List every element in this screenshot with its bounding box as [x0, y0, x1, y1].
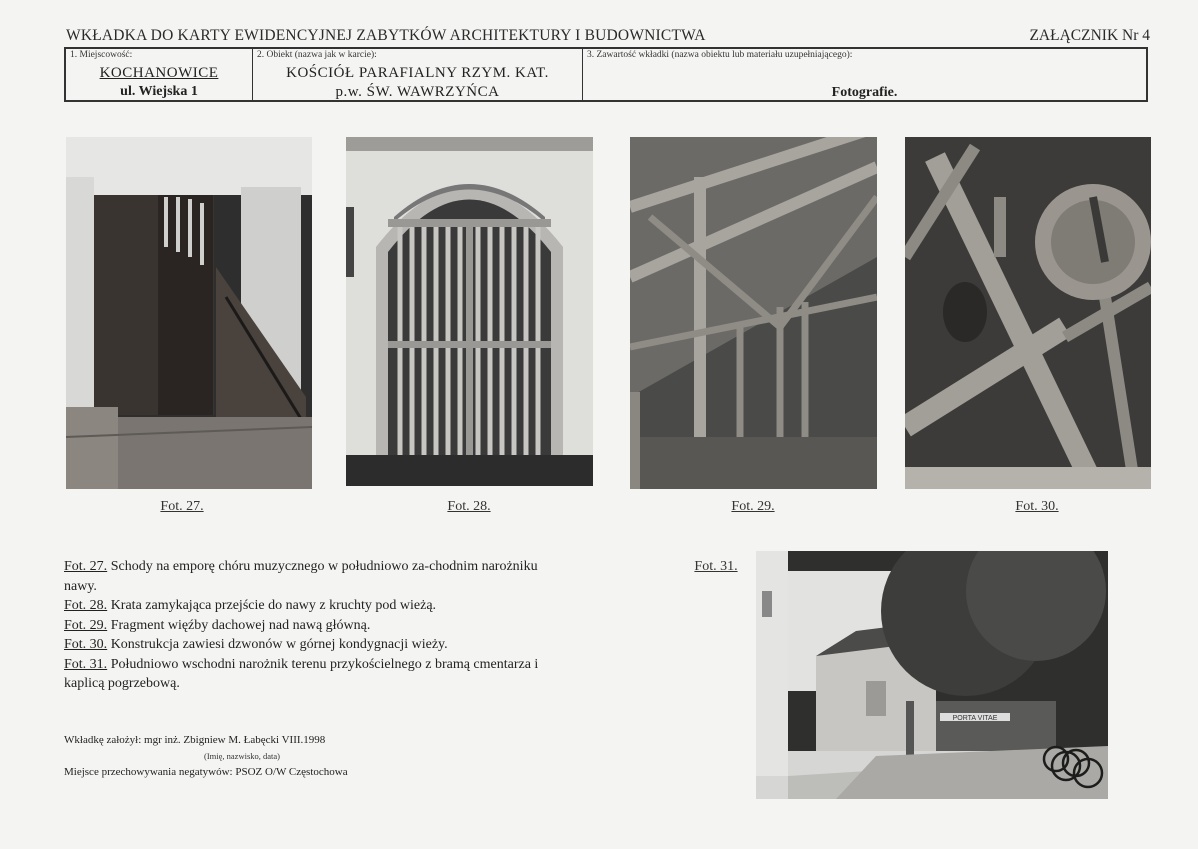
photo-30-bell-frame	[905, 137, 1151, 489]
author-hint: (Imię, nazwisko, data)	[204, 751, 280, 761]
photo-29-caption: Fot. 29.	[731, 499, 775, 514]
description-item	[64, 616, 544, 636]
content-cell	[583, 49, 1146, 100]
gate-sign-text: PORTA VITAE	[952, 715, 998, 722]
content-label: 3. Zawartość wkładki (nazwa obiektu lub materiału uzupełniającego):	[587, 50, 853, 60]
author-line: Wkładkę założył: mgr inż. Zbigniew M. Łabęcki VIII.1998	[64, 734, 326, 746]
description-item	[64, 596, 544, 616]
photo-27-staircase	[66, 137, 312, 489]
description-text: Schody na emporę chóru muzycznego w południowo za-chodnim narożniku nawy.	[64, 559, 538, 594]
description-ref: Fot. 27.	[64, 559, 108, 574]
locality-cell	[66, 49, 253, 100]
description-ref: Fot. 30.	[64, 637, 108, 652]
description-ref: Fot. 31.	[64, 656, 108, 672]
description-item	[64, 635, 544, 655]
photo-27-caption: Fot. 27.	[160, 499, 204, 514]
object-name-line1: KOŚCIÓŁ PARAFIALNY RZYM. KAT.	[286, 65, 549, 81]
photo-29-roof-truss	[630, 137, 877, 489]
photo-31-cemetery-gate	[756, 551, 1108, 799]
locality-value: KOCHANOWICE	[99, 65, 219, 81]
description-item	[64, 655, 544, 694]
photo-31-caption: Fot. 31.	[694, 559, 738, 574]
content-value: Fotografie.	[831, 85, 898, 100]
document-title: WKŁADKA DO KARTY EWIDENCYJNEJ ZABYTKÓW ARCHITEKTURY I BUDOWNICTWA	[66, 27, 706, 44]
storage-line: Miejsce przechowywania negatywów: PSOZ O/W Częstochowa	[64, 766, 348, 778]
description-text: Konstrukcja zawiesi dzwonów w górnej kondygnacji wieży.	[107, 637, 448, 652]
object-label: 2. Obiekt (nazwa jak w karcie):	[257, 50, 377, 60]
photo-descriptions	[64, 557, 544, 694]
description-ref: Fot. 28.	[64, 598, 108, 613]
description-item	[64, 557, 544, 596]
description-text: Południowo wschodni narożnik terenu przykościelnego z bramą cmentarza i kaplicą pogrzebową.	[64, 656, 539, 691]
object-name-line2: p.w. ŚW. WAWRZYŃCA	[335, 84, 500, 100]
photo-28-gate	[346, 137, 593, 486]
object-cell	[253, 49, 583, 100]
description-ref: Fot. 29.	[64, 617, 108, 633]
description-text: Fragment więźby dachowej nad nawą główną.	[107, 617, 371, 633]
locality-label: 1. Miejscowość:	[70, 50, 133, 60]
header-table	[64, 47, 1148, 102]
photo-28-caption: Fot. 28.	[447, 499, 491, 514]
photo-30-caption: Fot. 30.	[1015, 499, 1059, 514]
street-value: ul. Wiejska 1	[120, 84, 198, 99]
annex-number: ZAŁĄCZNIK Nr 4	[1029, 27, 1150, 44]
description-text: Krata zamykająca przejście do nawy z kruchty pod wieżą.	[107, 598, 437, 613]
